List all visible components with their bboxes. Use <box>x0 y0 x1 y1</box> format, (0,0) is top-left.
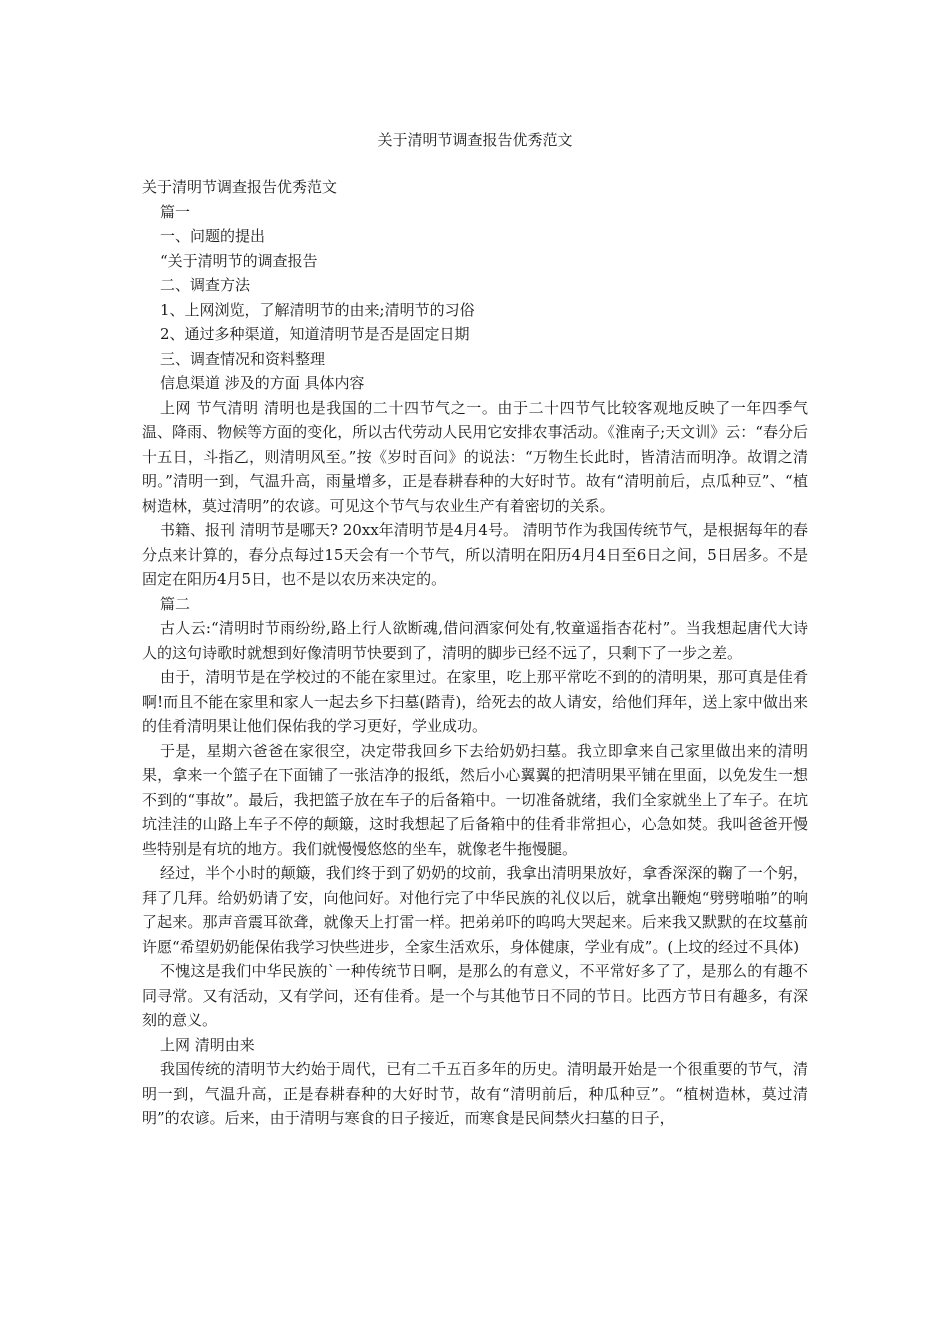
section-heading: 二、调查方法 <box>160 276 251 294</box>
list-item: 1、上网浏览，了解清明节的由来;清明节的习俗 <box>160 300 475 319</box>
paragraph: 关于清明节调查报告优秀范文 <box>142 178 338 196</box>
section-heading-pian-yi: 篇一 <box>160 202 191 221</box>
paragraph: 上网 清明由来 <box>160 1035 255 1054</box>
paragraph: 不愧这是我们中华民族的`一种传统节日啊，是那么的有意义，不平常好多了了，是那么的有趣不同寻常。又有活动，又有学问，还有佳肴。是一个与其他节日不同的节日。比西方节日有趣多，有深刻的意义。 <box>142 962 808 1029</box>
paragraph: 于是，星期六爸爸在家很空，决定带我回乡下去给奶奶扫墓。我立即拿来自己家里做出来的清明果，拿来一个篮子在下面铺了一张洁净的报纸，然后小心翼翼的把清明果平铺在里面，以免发生一想不到的“事故”。最后，我把篮子放在车子的后备箱中。一切准备就绪，我们全家就坐上了车子。在坑坑洼洼的山路上车子不停的颠簸，这时我想起了后备箱中的佳肴非常担心，心急如焚。我叫爸爸开慢些特别是有坑的地方。我们就慢慢悠悠的坐车，就像老牛拖慢腿。 <box>142 741 808 858</box>
section-heading: 一、问题的提出 <box>160 227 266 245</box>
section-heading-pian-er: 篇二 <box>160 594 191 613</box>
table-header-line: 信息渠道 涉及的方面 具体内容 <box>160 374 365 392</box>
paragraph: 上网 节气清明 清明也是我国的二十四节气之一。由于二十四节气比较客观地反映了一年四季气温、降雨、物候等方面的变化，所以古代劳动人民用它安排农事活动。《淮南子;天文训》云：“春分后十五日，斗指乙，则清明风至。”按《岁时百问》的说法：“万物生长此时，皆清洁而明净。故谓之清明。”清明一到，气温升高，雨量增多，正是春耕春种的大好时节。故有“清明前后，点瓜种豆”、“植树造林，莫过清明”的农谚。可见这个节气与农业生产有着密切的关系。 <box>142 398 808 515</box>
list-item: 2、通过多种渠道，知道清明节是否是固定日期 <box>160 325 470 343</box>
section-heading: 三、调查情况和资料整理 <box>160 349 326 368</box>
paragraph: 古人云:“清明时节雨纷纷,路上行人欲断魂,借问酒家何处有,牧童遥指杏花村”。当我想起唐代大诗人的这句诗歌时就想到好像清明节快要到了，清明的脚步已经不远了，只剩下了一步之差。 <box>142 619 808 662</box>
document-title: 关于清明节调查报告优秀范文 <box>377 131 573 149</box>
paragraph: 由于，清明节是在学校过的不能在家里过。在家里，吃上那平常吃不到的的清明果，那可真是佳肴啊!而且不能在家里和家人一起去乡下扫墓(踏青)，给死去的故人请安，给他们拜年，送上家中做出来的佳肴清明果让他们保佑我的学习更好，学业成功。 <box>142 668 808 735</box>
paragraph: 书籍、报刊 清明节是哪天? 20xx年清明节是4月4号。 清明节作为我国传统节气，是根据每年的春分点来计算的，春分点每过15天会有一个节气，所以清明在阳历4月4日至6日之间，5日居多。不是固定在阳历4月5日，也不是以农历来决定的。 <box>142 521 808 588</box>
paragraph: 我国传统的清明节大约始于周代，已有二千五百多年的历史。清明最开始是一个很重要的节气，清明一到，气温升高，正是春耕春种的大好时节，故有“清明前后，种瓜种豆”。“植树造林，莫过清明”的农谚。后来，由于清明与寒食的日子接近，而寒食是民间禁火扫墓的日子， <box>142 1060 808 1127</box>
paragraph: 经过，半个小时的颠簸，我们终于到了奶奶的坟前，我拿出清明果放好，拿香深深的鞠了一个躬，拜了几拜。给奶奶请了安，向他问好。对他行完了中华民族的礼仪以后，就拿出鞭炮“劈劈啪啪”的响了起来。那声音震耳欲聋，就像天上打雷一样。把弟弟吓的呜呜大哭起来。后来我又默默的在坟墓前许愿“希望奶奶能保佑我学习快些进步，全家生活欢乐，身体健康，学业有成”。(上坟的经过不具体) <box>142 864 808 956</box>
paragraph: “关于清明节的调查报告 <box>160 251 318 270</box>
document-body <box>142 175 808 1131</box>
